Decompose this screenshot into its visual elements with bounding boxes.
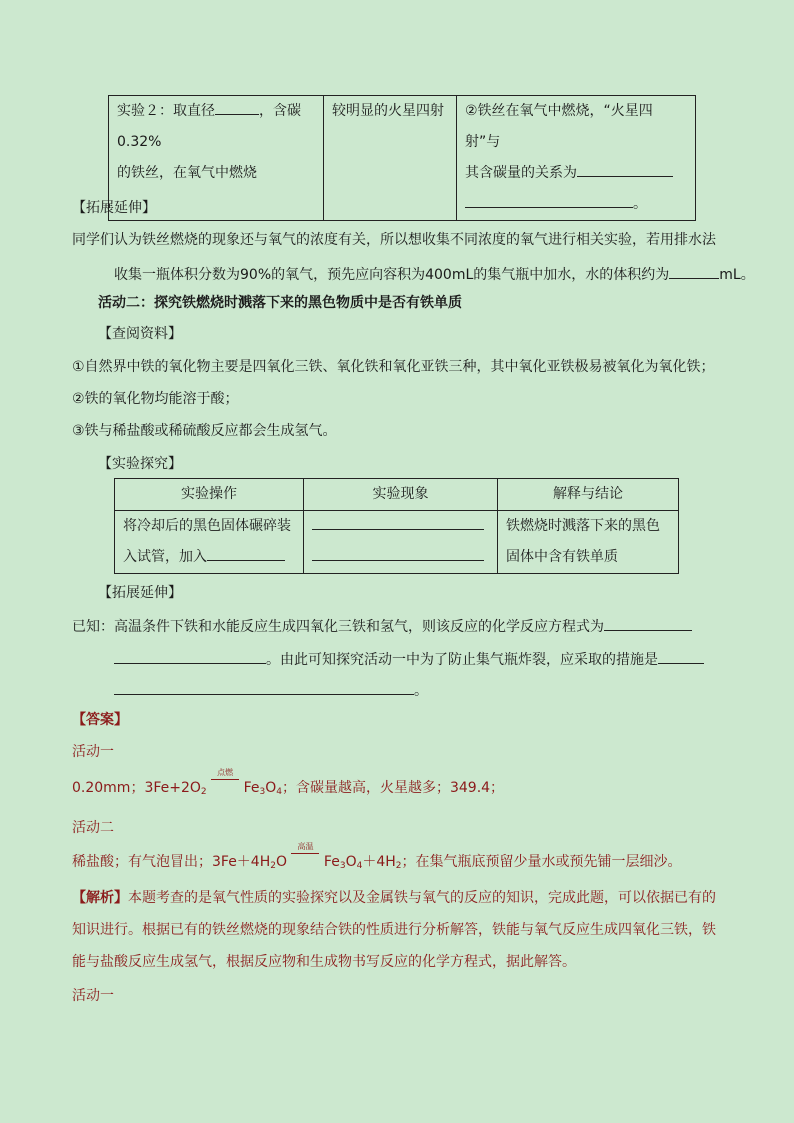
table1-cell-phenomenon: 较明显的火星四射 [324,96,457,221]
table2-header-conclusion: 解释与结论 [498,479,679,511]
extension-paragraph-2: 收集一瓶体积分数为90%的氧气，预先应向容积为400mL的集气瓶中加水，水的体积约为 mL。 [114,262,755,285]
extension-heading-1: 【拓展延伸】 [72,200,156,216]
experiment-table-1 [108,95,696,221]
extension-paragraph-1: 同学们认为铁丝燃烧的现象还与氧气的浓度有关，所以想收集不同浓度的氧气进行相关实验，若用排水法 [72,232,716,248]
analysis-label: 【解析】 [72,890,128,906]
measure-blank-2 [114,678,414,695]
table1-cell-conclusion: ②铁丝在氧气中燃烧，“火星四射”与 其含碳量的关系为 。 [457,96,696,221]
phenomenon-blank-1 [312,513,484,530]
extension2-paragraph-3: 。 [114,678,428,701]
measure-blank-1 [658,647,704,664]
diameter-blank [215,98,259,115]
relation-blank-1 [577,160,673,177]
experiment-table-2 [114,478,679,574]
equation-blank-2 [114,647,266,664]
experiment-heading: 【实验探究】 [98,456,182,472]
reaction-arrow [211,779,239,780]
reference-item-1: ①自然界中铁的氧化物主要是四氧化三铁、氧化铁和氧化亚铁三种，其中氧化亚铁极易被氧化为氧化铁； [72,359,715,375]
reaction-condition-ignite: 点燃 [211,778,239,798]
phenomenon-blank-2 [312,544,484,561]
analysis-line-2: 知识进行。根据已有的铁丝燃烧的现象结合铁的性质进行分析解答，铁能与氧气反应生成四氧化三铁，铁 [72,922,716,938]
reagent-blank [207,544,285,561]
table2-cell-conclusion: 铁燃烧时溅落下来的黑色 固体中含有铁单质 [498,511,679,574]
activity-two-title: 活动二：探究铁燃烧时溅落下来的黑色物质中是否有铁单质 [98,295,462,311]
analysis-activity-1-label: 活动一 [72,988,114,1004]
relation-blank-2 [465,191,633,208]
answer-activity-2-content: 稀盐酸；有气泡冒出；$3Fe+4H_2O$ 高温 $Fe_3O_4+4H_2$；在集气瓶底预留少量水或预先铺一层细沙。 [72,842,682,871]
equation-blank-1 [604,614,692,631]
answer-activity-1-content: 0.20mm；$3Fe+2O_2$ 点燃 $Fe_3O_4$；含碳量越高，火星越多；349.4； [72,768,505,797]
table2-cell-phenomenon [304,511,498,574]
reference-item-3: ③铁与稀盐酸或稀硫酸反应都会生成氢气。 [72,423,337,439]
analysis-line-1: 【解析】本题考查的是氧气性质的实验探究以及金属铁与氧气的反应的知识，完成此题，可以依据已有的 [72,890,716,906]
extension-heading-2: 【拓展延伸】 [98,585,182,601]
extension2-paragraph-2: 。由此可知探究活动一中为了防止集气瓶炸裂，应采取的措施是 [114,647,704,670]
analysis-line-3: 能与盐酸反应生成氢气，根据反应物和生成物书写反应的化学方程式，据此解答。 [72,954,576,970]
table1-cell-operation: 实验２：取直径 ，含碳0.32% 的铁丝，在氧气中燃烧 [109,96,324,221]
table2-header-operation: 实验操作 [115,479,304,511]
reference-heading: 【查阅资料】 [98,326,182,342]
extension2-paragraph-1: 已知：高温条件下铁和水能反应生成四氧化三铁和氢气，则该反应的化学反应方程式为 [72,614,692,637]
reaction-condition-high-temp: 高温 [291,852,319,872]
reference-item-2: ②铁的氧化物均能溶于酸； [72,391,239,407]
answer-heading: 【答案】 [72,712,128,728]
answer-activity-2-label: 活动二 [72,820,114,836]
answer-activity-1-label: 活动一 [72,744,114,760]
table2-header-phenomenon: 实验现象 [304,479,498,511]
water-volume-blank [669,262,719,279]
table2-cell-operation: 将冷却后的黑色固体碾碎装 入试管，加入 [115,511,304,574]
reaction-arrow-2 [291,853,319,854]
